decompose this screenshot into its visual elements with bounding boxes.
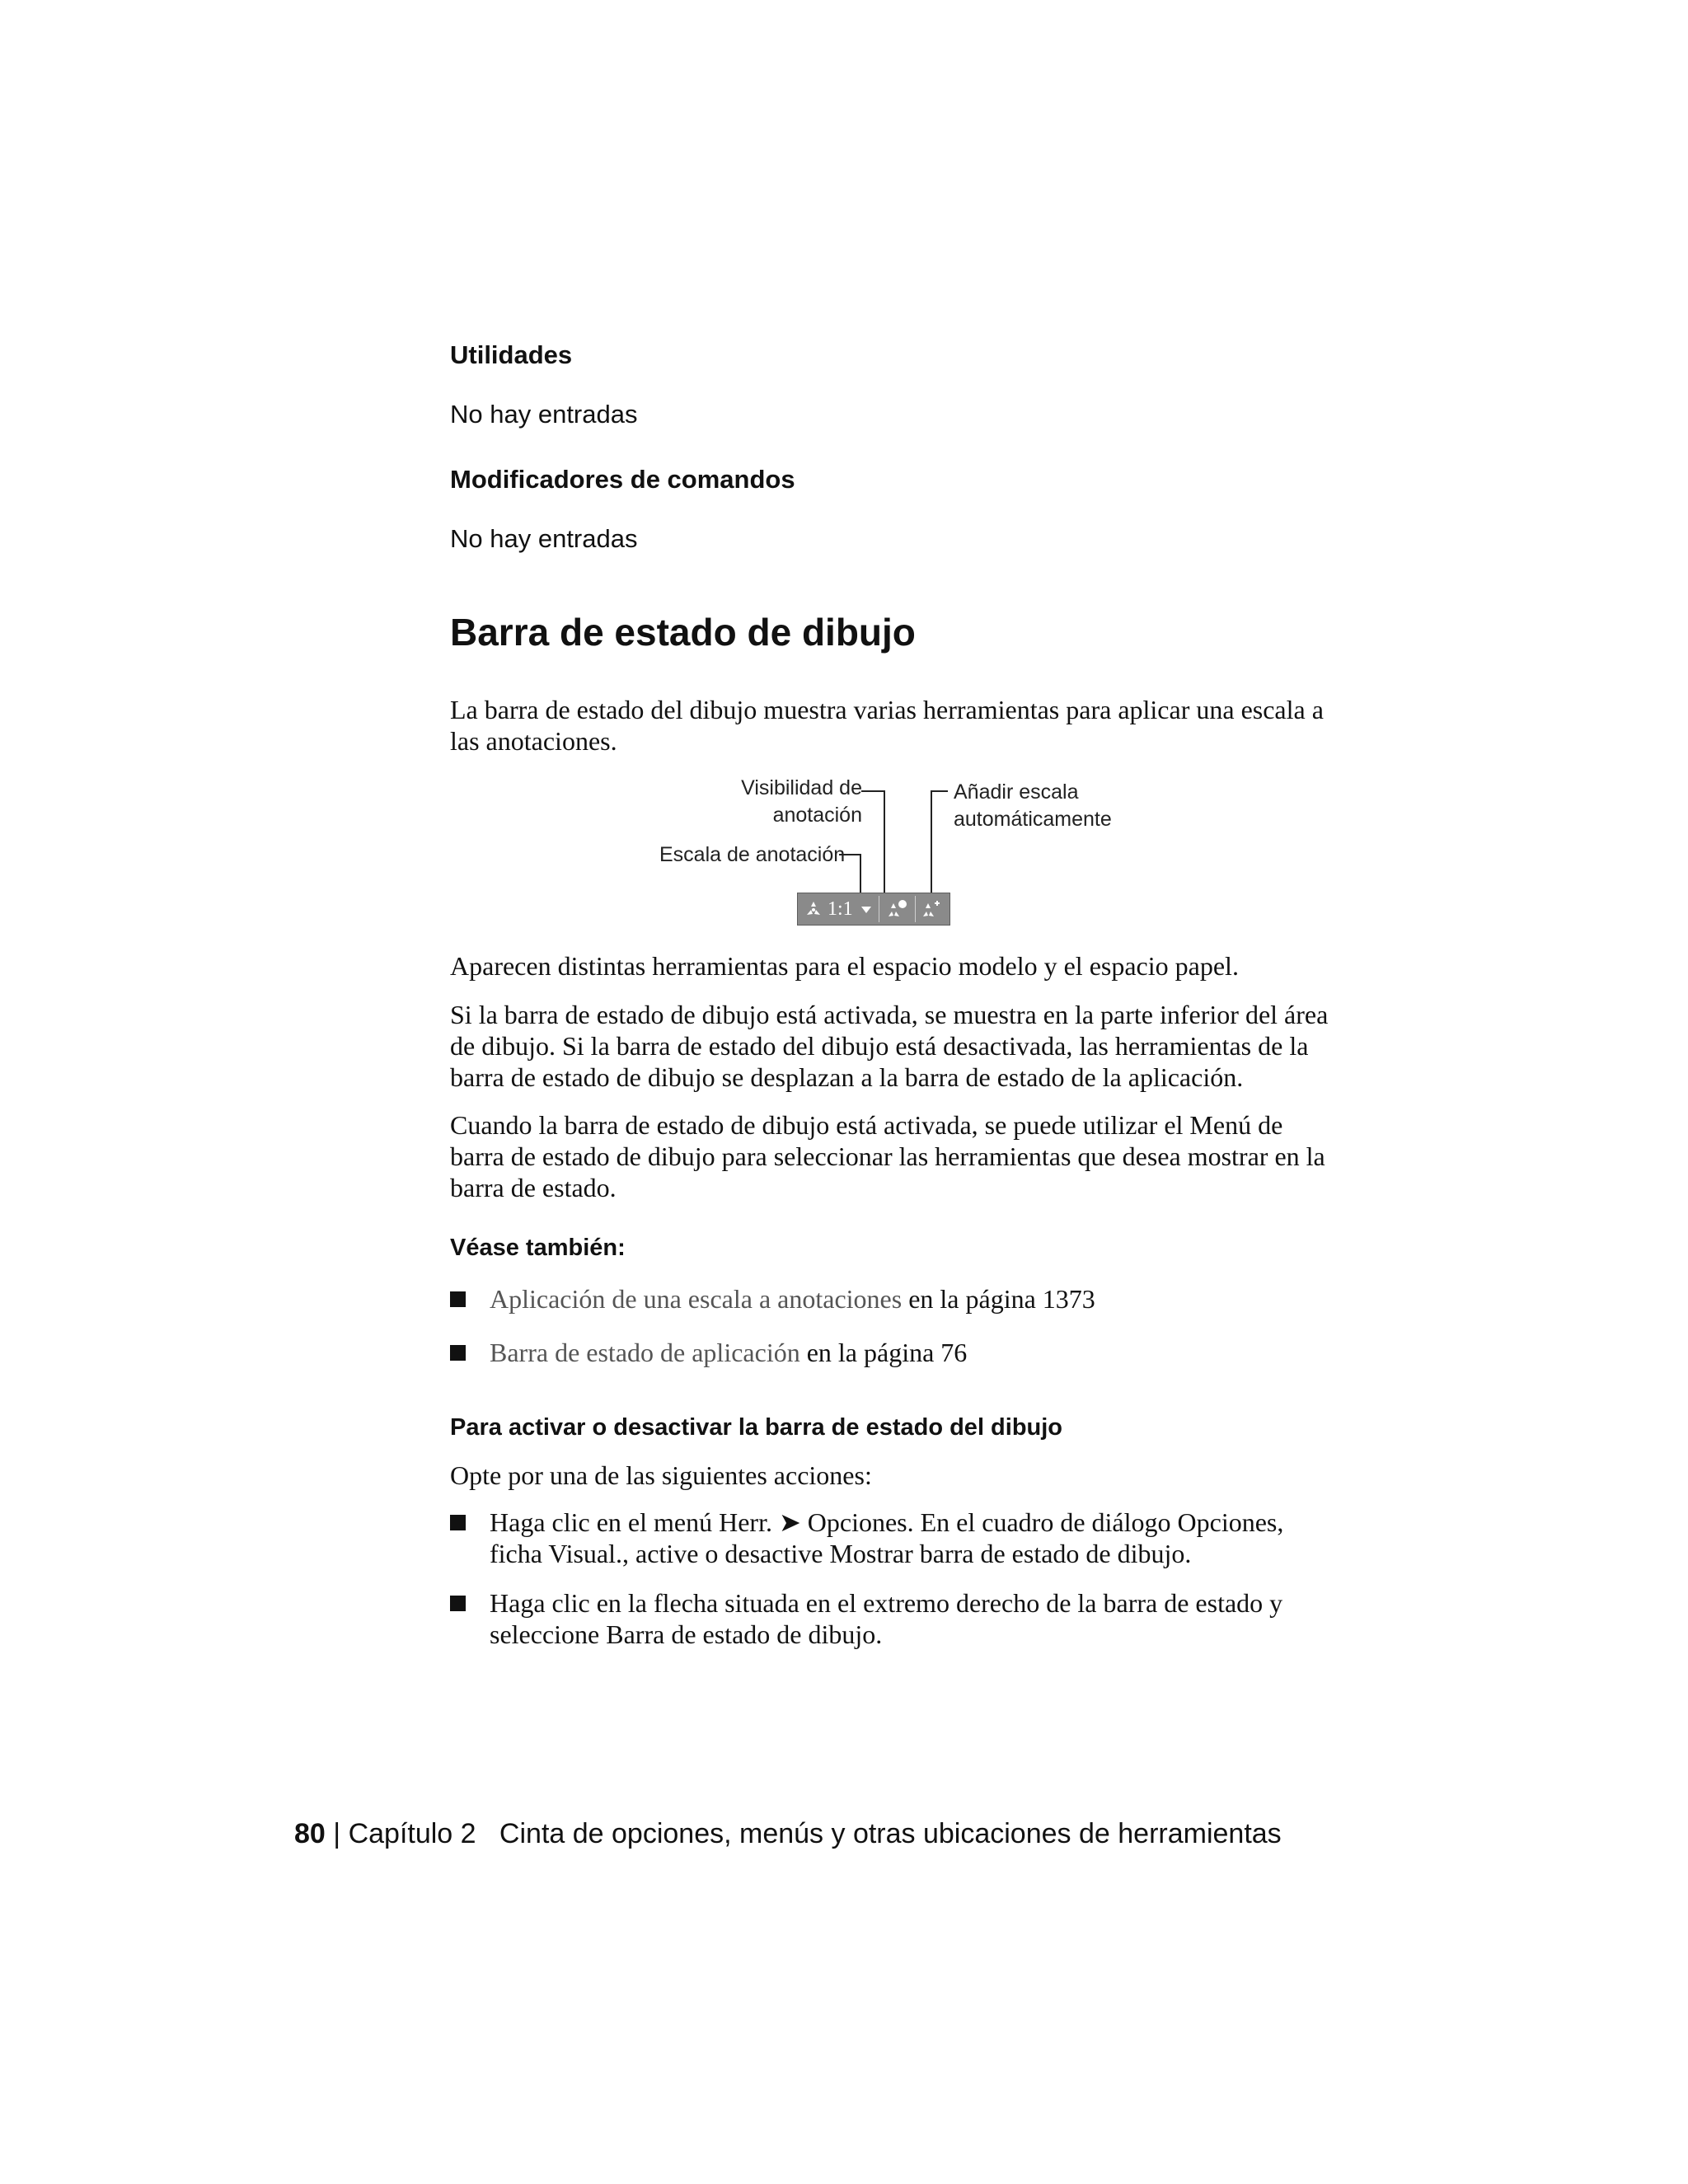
procedure-item-text: Haga clic en la flecha situada en el extremo derecho de la barra de estado y seleccione Barra de estado de dibujo. xyxy=(490,1588,1283,1649)
chapter-label: Capítulo 2 xyxy=(348,1818,476,1849)
see-also-item-text xyxy=(490,1337,1330,1368)
bullet-icon xyxy=(450,1596,466,1611)
see-also-heading: Véase también: xyxy=(450,1235,626,1261)
bullet-icon xyxy=(450,1515,466,1530)
status-bar-figure xyxy=(651,771,1129,935)
see-also-item-text xyxy=(490,1283,1330,1315)
paragraph-1: Aparecen distintas herramientas para el espacio modelo y el espacio papel. xyxy=(450,951,1239,981)
bullet-icon xyxy=(450,1345,466,1361)
annotation-scale-icon xyxy=(804,900,823,918)
annotation-visibility-icon xyxy=(887,898,908,920)
drawing-status-bar xyxy=(797,893,950,926)
bullet-icon xyxy=(450,1291,466,1307)
callout-line-autoscale xyxy=(931,791,948,893)
annotation-scale-control[interactable] xyxy=(803,893,874,925)
modifiers-text: No hay entradas xyxy=(450,524,638,553)
paragraph-2: Si la barra de estado de dibujo está activada, se muestra en la parte inferior del área de dibujo. Si la barra de estado del dibujo está desactivada, las herramientas de la barra de estado de dibujo se desplazan a la barra de estado de la aplicación. xyxy=(450,1000,1329,1092)
procedure-heading: Para activar o desactivar la barra de estado del dibujo xyxy=(450,1414,1063,1441)
label-visibility-line1: Visibilidad de xyxy=(741,776,862,799)
section-title: Barra de estado de dibujo xyxy=(450,611,916,654)
label-autoscale xyxy=(954,779,1112,833)
chapter-title: Cinta de opciones, menús y otras ubicaciones de herramientas xyxy=(499,1818,1282,1849)
annotation-visibility-button[interactable] xyxy=(885,893,910,925)
paragraph-3: Cuando la barra de estado de dibujo está activada, se puede utilizar el Menú de barra de estado de dibujo para seleccionar las herramientas que desea mostrar en la barra de estado. xyxy=(450,1110,1325,1202)
label-visibility-line2: anotación xyxy=(772,804,862,827)
footer-separator: | xyxy=(333,1818,341,1849)
modifiers-heading: Modificadores de comandos xyxy=(450,465,795,494)
label-autoscale-line1: Añadir escala xyxy=(954,780,1079,804)
procedure-intro: Opte por una de las siguientes acciones: xyxy=(450,1460,872,1490)
label-scale: Escala de anotación xyxy=(659,843,846,866)
see-also-link-1[interactable]: Aplicación de una escala a anotaciones xyxy=(490,1284,903,1314)
auto-add-scale-button[interactable] xyxy=(921,893,946,925)
utilities-text: No hay entradas xyxy=(450,400,638,429)
page-footer xyxy=(294,1817,1282,1851)
chevron-down-icon xyxy=(860,906,872,914)
intro-paragraph: La barra de estado del dibujo muestra varias herramientas para aplicar una escala a las anotaciones. xyxy=(450,695,1324,756)
auto-add-scale-icon xyxy=(921,898,943,920)
see-also-suffix-2: en la página 76 xyxy=(799,1338,968,1367)
procedure-item-text: Haga clic en el menú Herr. ➤ Opciones. En el cuadro de diálogo Opciones, ficha Visual., active o desactive Mostrar barra de estado de dibujo. xyxy=(490,1507,1284,1568)
see-also-link-2[interactable]: Barra de estado de aplicación xyxy=(490,1338,800,1367)
label-autoscale-line2: automáticamente xyxy=(954,808,1112,831)
callout-line-visibility xyxy=(861,791,884,893)
label-visibility xyxy=(740,775,862,829)
annotation-scale-value: 1:1 xyxy=(828,898,853,920)
see-also-suffix-1: en la página 1373 xyxy=(902,1284,1095,1314)
utilities-heading: Utilidades xyxy=(450,340,573,369)
page-number: 80 xyxy=(294,1818,326,1849)
